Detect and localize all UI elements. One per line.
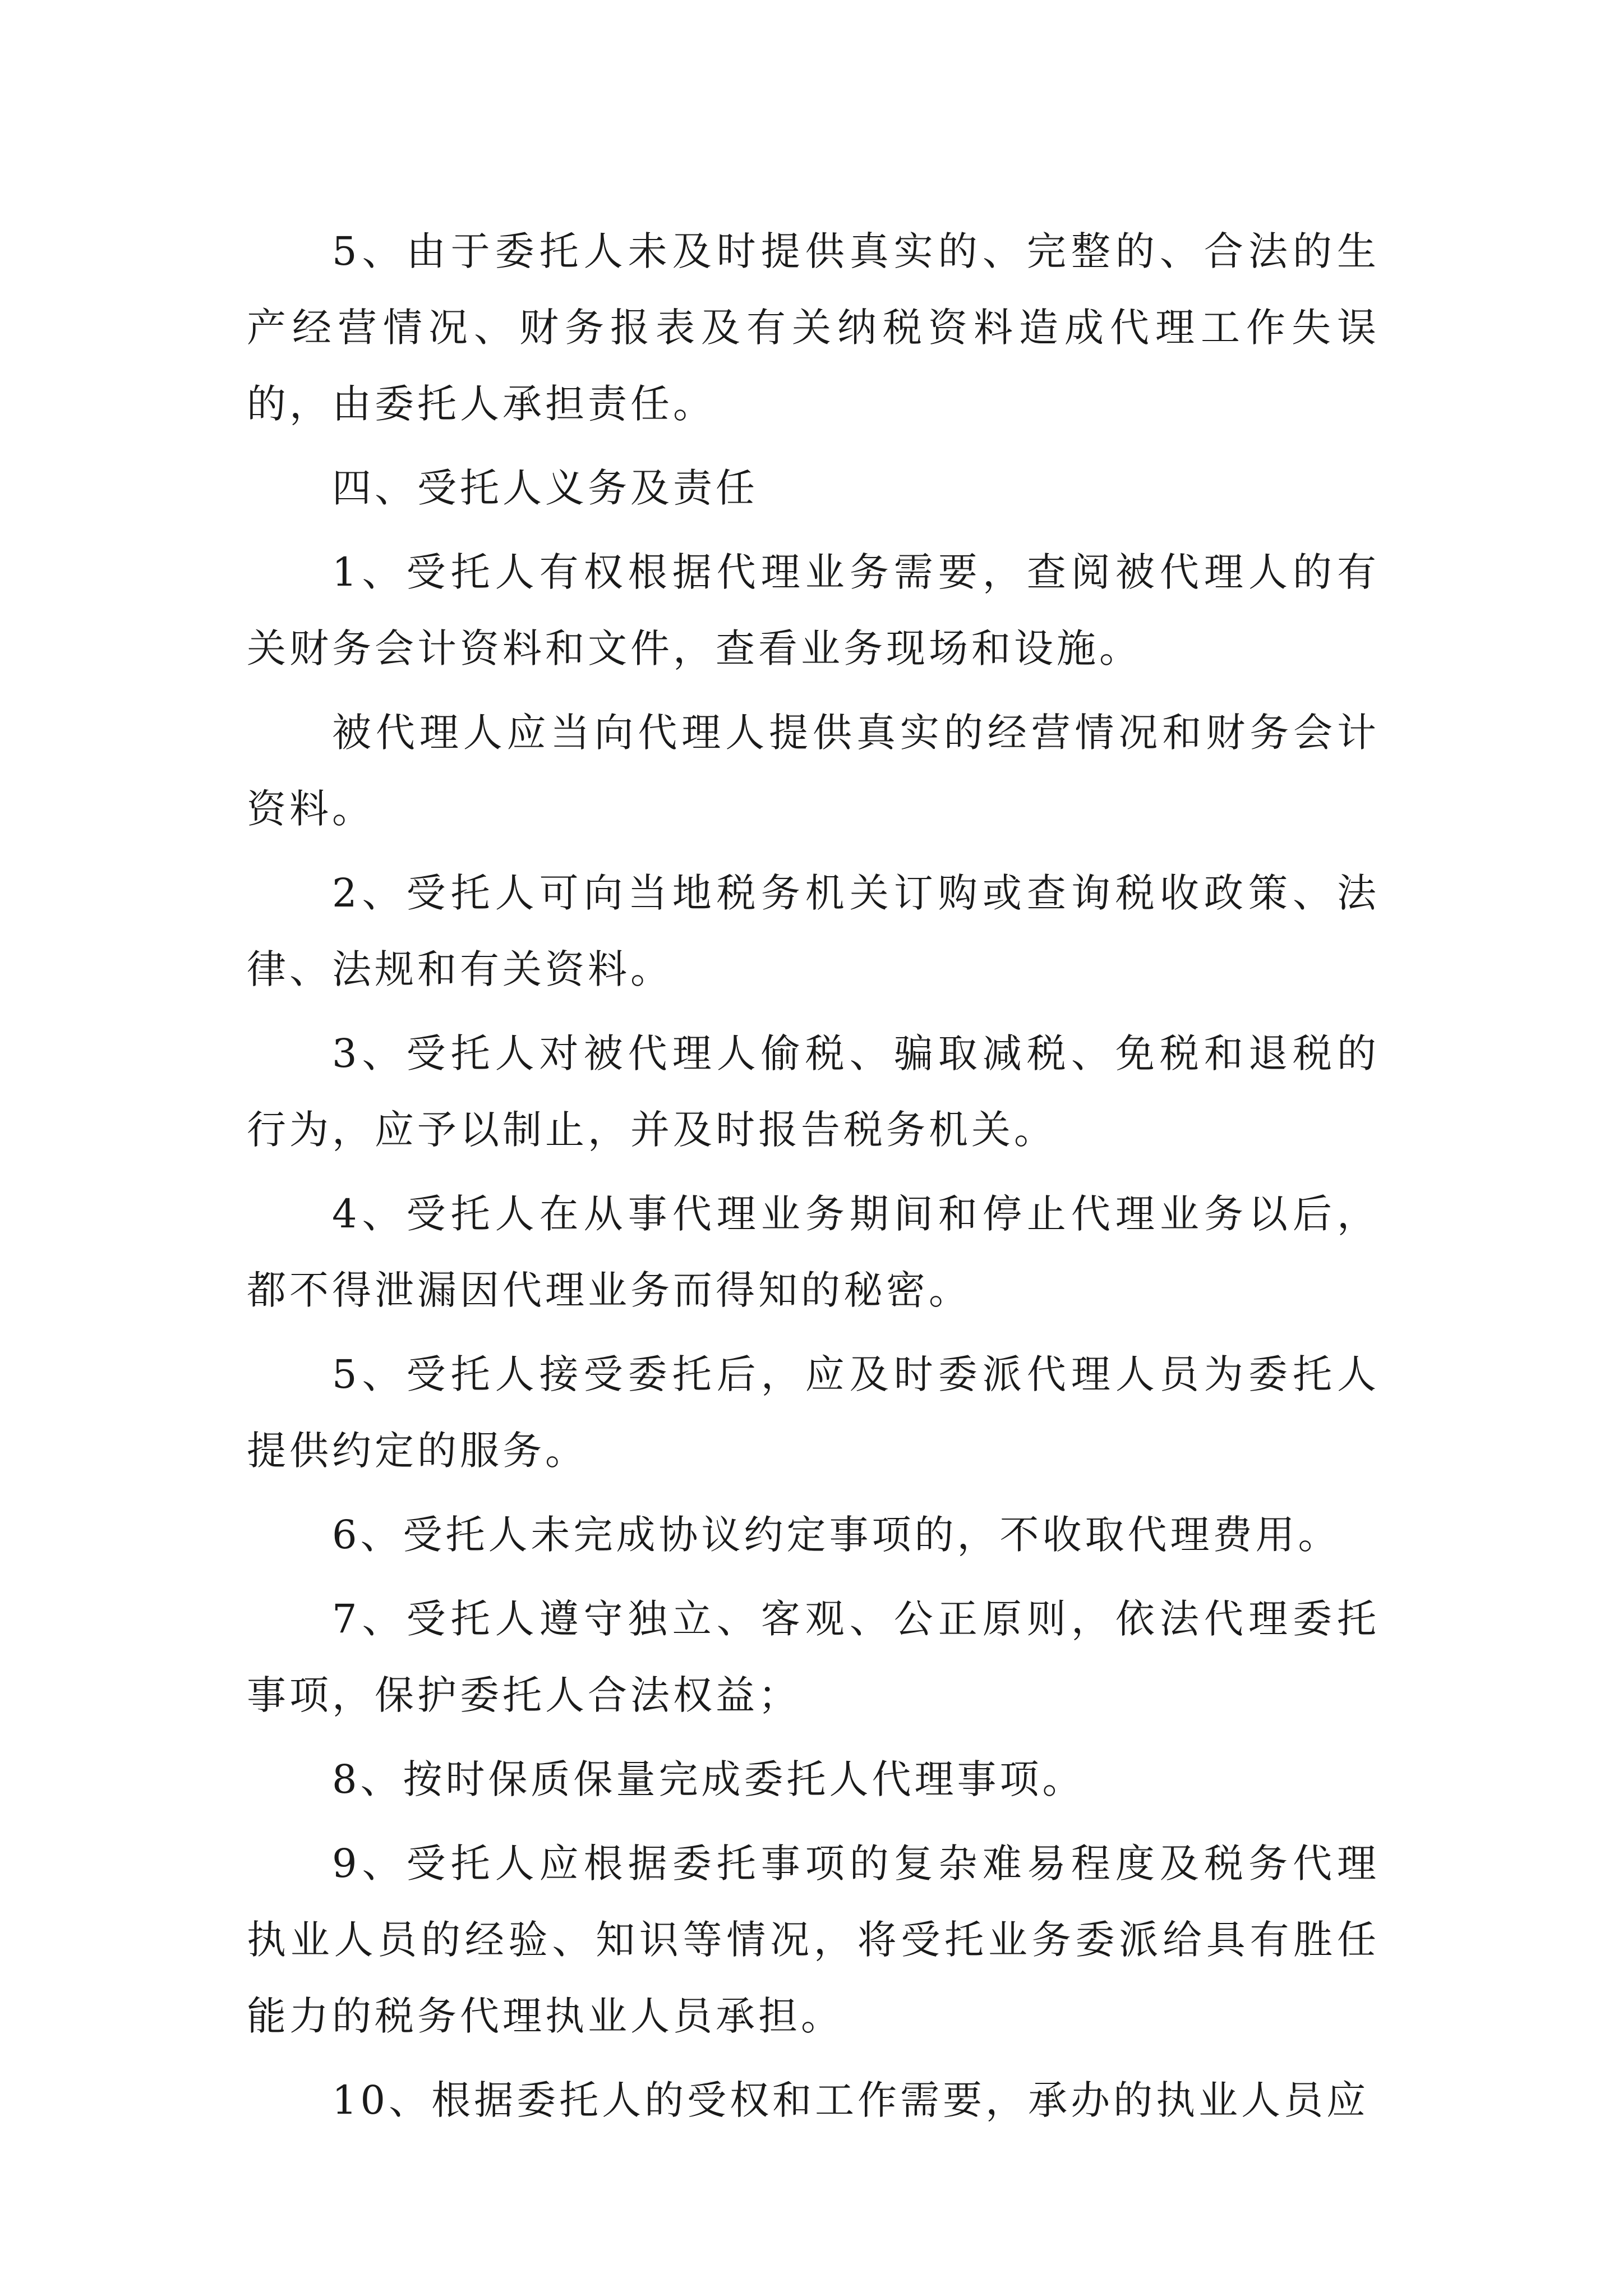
paragraph-gap: [247, 1007, 1380, 1015]
paragraph-trustee-3: 3、受托人对被代理人偷税、骗取减税、免税和退税的行为，应予以制止，并及时报告税务机关。: [247, 1030, 1380, 1153]
paragraph-trustee-6: 6、受托人未完成协议约定事项的，不收取代理费用。: [332, 1512, 1341, 1558]
paragraph-trustee-1: 1、受托人有权根据代理业务需要，查阅被代理人的有关财务会计资料和文件，查看业务现场和设施。: [247, 549, 1380, 671]
paragraph-trustee-10: 10、根据委托人的受权和工作需要，承办的执业人员应: [332, 2077, 1370, 2123]
section-heading-trustee-duties: 四、受托人义务及责任: [332, 465, 758, 511]
document-body: [247, 213, 1380, 2138]
paragraph-gap: [247, 1818, 1380, 1825]
paragraph-trustee-8: 8、按时保质保量完成委托人代理事项。: [332, 1756, 1085, 1802]
paragraph-trustee-2: 2、受托人可向当地税务机关订购或查询税收政策、法律、法规和有关资料。: [247, 870, 1380, 992]
paragraph-gap: [247, 1328, 1380, 1336]
paragraph-gap: [247, 526, 1380, 534]
paragraph-trustee-5: 5、受托人接受委托后，应及时委派代理人员为委托人提供约定的服务。: [247, 1351, 1380, 1474]
paragraph-gap: [247, 2054, 1380, 2062]
paragraph-trustee-9: 9、受托人应根据委托事项的复杂难易程度及税务代理执业人员的经验、知识等情况，将受托业务委派给具有胜任能力的税务代理执业人员承担。: [247, 1841, 1380, 2039]
paragraph-gap: [247, 1733, 1380, 1741]
paragraph-agent-provide-info: 被代理人应当向代理人提供真实的经营情况和财务会计资料。: [247, 710, 1380, 832]
paragraph-gap: [247, 1573, 1380, 1581]
paragraph-gap: [247, 847, 1380, 855]
paragraph-gap: [247, 442, 1380, 450]
paragraph-trustee-7: 7、受托人遵守独立、客观、公正原则，依法代理委托事项，保护委托人合法权益；: [247, 1596, 1380, 1718]
paragraph-trustee-4: 4、受托人在从事代理业务期间和停止代理业务以后，都不得泄漏因代理业务而得知的秘密。: [247, 1191, 1380, 1313]
paragraph-gap: [247, 1168, 1380, 1176]
paragraph-gap: [247, 687, 1380, 694]
paragraph-client-responsibility-5: 5、由于委托人未及时提供真实的、完整的、合法的生产经营情况、财务报表及有关纳税资料造成代理工作失误的，由委托人承担责任。: [247, 228, 1380, 427]
paragraph-gap: [247, 1489, 1380, 1497]
